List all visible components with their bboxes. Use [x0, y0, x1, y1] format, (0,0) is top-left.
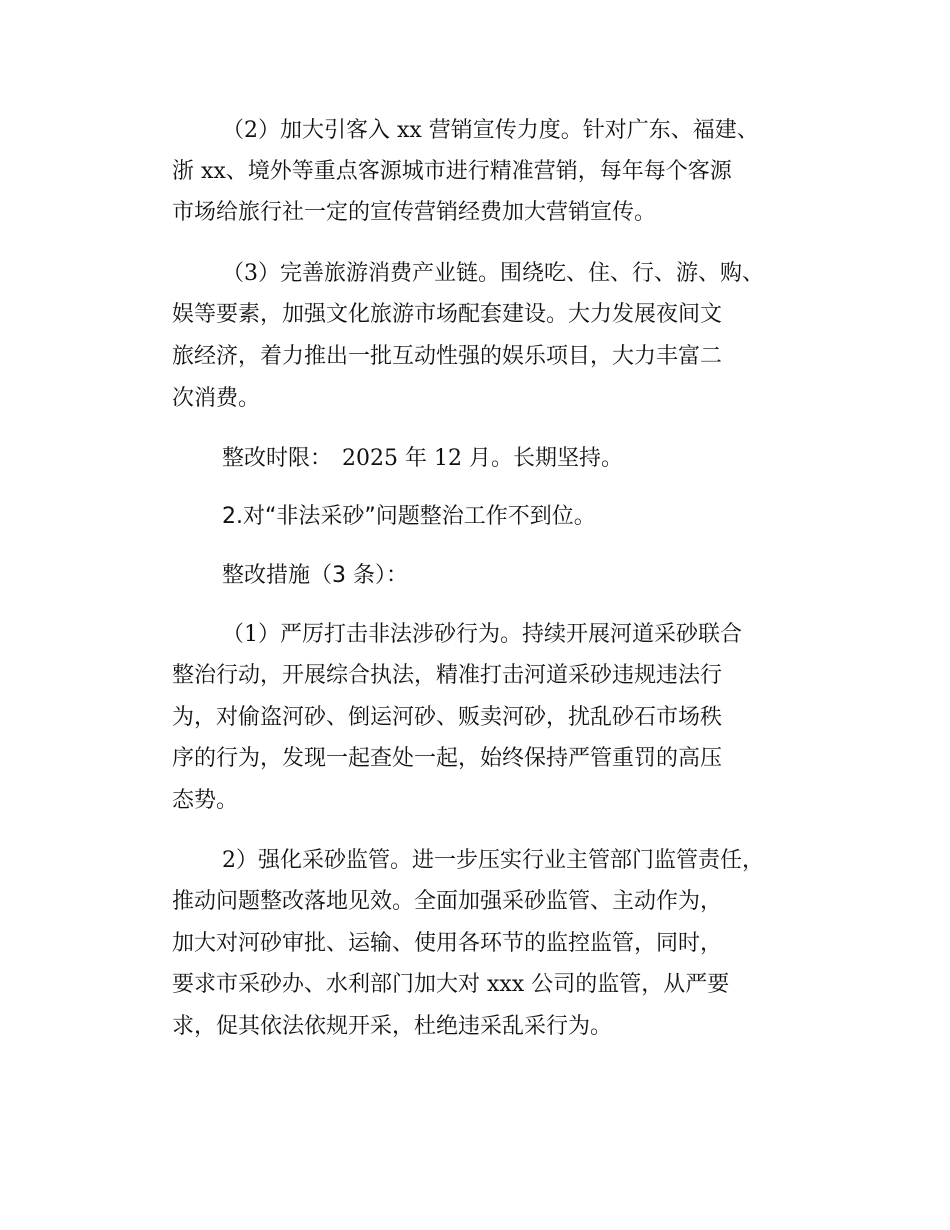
measure-2-line-4: 要求市采砂办、水利部门加大对 xxx 公司的监管，从严要 — [172, 972, 730, 997]
measure-1-line-2: 整治行动，开展综合执法，精准打击河道采砂违规违法行 — [172, 663, 723, 688]
deadline-label: 整改时限： — [222, 446, 333, 471]
paragraph-3-line-1: （3）完善旅游消费产业链。围绕吃、住、行、游、购、 — [222, 261, 764, 286]
paragraph-3-line-2: 娱等要素，加强文化旅游市场配套建设。大力发展夜间文 — [172, 302, 723, 327]
measure-1-line-4: 序的行为，发现一起查处一起，始终保持严管重罚的高压 — [172, 746, 723, 771]
measure-2-line-3: 加大对河砂审批、运输、使用各环节的监控监管，同时， — [172, 931, 723, 956]
paragraph-2-line-2: 浙 xx、境外等重点客源城市进行精准营销，每年每个客源 — [172, 159, 732, 184]
measure-2-line-5: 求，促其依法依规开采，杜绝违采乱采行为。 — [172, 1014, 613, 1039]
measure-2-line-1: 2）强化采砂监管。进一步压实行业主管部门监管责任， — [222, 848, 764, 873]
measure-1-line-1: （1）严厉打击非法涉砂行为。持续开展河道采砂联合 — [222, 622, 742, 647]
paragraph-3-line-4: 次消费。 — [172, 386, 261, 411]
measures-heading: 整改措施（3 条）： — [222, 563, 408, 588]
section-heading-2: 2.对“非法采砂”问题整治工作不到位。 — [222, 504, 596, 529]
measure-1-line-5: 态势。 — [172, 788, 239, 813]
deadline-value: 2025 年 12 月。长期坚持。 — [342, 446, 623, 471]
measure-2-line-2: 推动问题整改落地见效。全面加强采砂监管、主动作为， — [172, 889, 723, 914]
paragraph-3-line-3: 旅经济，着力推出一批互动性强的娱乐项目，大力丰富二 — [172, 344, 723, 369]
measure-1-line-3: 为，对偷盗河砂、倒运河砂、贩卖河砂，扰乱砂石市场秩 — [172, 705, 723, 730]
paragraph-2-line-1: （2）加大引客入 xx 营销宣传力度。针对广东、福建、 — [222, 118, 759, 143]
paragraph-2-line-3: 市场给旅行社一定的宣传营销经费加大营销宣传。 — [172, 200, 657, 225]
